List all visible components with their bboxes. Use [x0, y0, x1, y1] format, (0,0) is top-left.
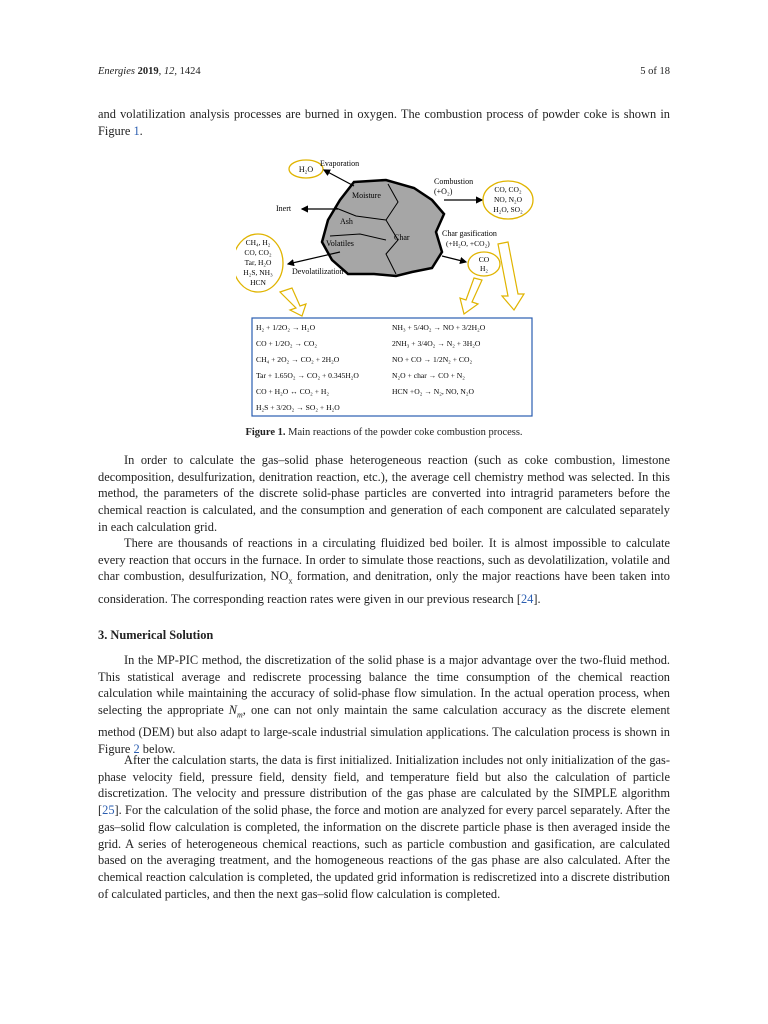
- volatiles-label: Volatiles: [326, 239, 354, 248]
- char-label: Char: [394, 233, 410, 242]
- journal-citation: Energies 2019, 12, 1424: [98, 66, 201, 77]
- svg-text:Tar, H₂O: Tar, H₂O: [244, 258, 272, 267]
- paragraph-2: There are thousands of reactions in a circulating fluidized bed boiler. It is almost impossible to calculate every reaction that occurs in the furnace. In order to simulate those reactions, such as devolatilization, volatile and char combustion, desulfurization, $NO_x$ formation, and denitration, only the major reactions have been taken into consideration. The corresponding reaction rates were given in our previous research [24].: [98, 536, 671, 606]
- reaction-equation: CO + 1/2O₂ → CO₂: [256, 339, 318, 348]
- intro-paragraph: and volatilization analysis processes are burned in oxygen. The combustion process of powder coke is shown in Figure 1.: [98, 107, 670, 138]
- svg-text:NO, N₂O: NO, N₂O: [493, 195, 523, 204]
- svg-text:H₂S, NH₃: H₂S, NH₃: [243, 268, 273, 277]
- reaction-equation: CH₄ + 2O₂ → CO₂ + 2H₂O: [256, 355, 340, 364]
- ref-24-link[interactable]: 24: [520, 591, 534, 606]
- inert-label: Inert: [276, 204, 292, 213]
- combustion-o2-label: (+O₂): [434, 187, 453, 196]
- reaction-equation: N₂O + char → CO + N₂: [392, 371, 465, 380]
- reaction-equation: 2NH₃ + 3/4O₂ → N₂ + 3H₂O: [392, 339, 481, 348]
- figure-1-caption: Figure 1. Main reactions of the powder coke combustion process.: [245, 427, 523, 438]
- hollow-arrow: [498, 242, 524, 310]
- coke-particle-shape: [322, 180, 444, 276]
- reactions-box: [252, 318, 532, 416]
- section-heading: 3. Numerical Solution: [98, 628, 214, 642]
- figure-1-link[interactable]: 1: [133, 123, 140, 138]
- hollow-arrow: [280, 288, 306, 316]
- svg-text:H₂: H₂: [479, 264, 489, 273]
- svg-text:CO: CO: [478, 255, 490, 264]
- reaction-equation: CO + H₂O ↔ CO₂ + H₂: [256, 387, 330, 396]
- paragraph-4: After the calculation starts, the data is first initialized. Initialization includes not only initialization of the gas-phase velocity field, pressure field, density field, and temperature field but also the calculation of particle discretization. The velocity and pressure distribution of the gas phase are calculated by the SIMPLE algorithm [25]. For the calculation of the solid phase, the force and motion are analyzed for every parcel separately. After the gas–solid flow calculation is completed, the information on the discrete particle phase is then averaged inside the grid. A series of heterogeneous chemical reactions, such as particle combustion and gasification, are calculated based on the averaging treatment, and the homogeneous reactions of the gas phase are also calculated. After the chemical reaction calculation is completed, the updated grid information is rediscretized into a discrete distribution of calculated particles, and then the next gas–solid flow calculation is completed.: [98, 753, 670, 901]
- reaction-equation: HCN +O₂ → N₂, NO, N₂O: [392, 387, 475, 396]
- svg-text:CH₄, H₂: CH₄, H₂: [245, 238, 271, 247]
- reaction-equation: NO + CO → 1/2N₂ + CO₂: [392, 355, 473, 364]
- h2o-label: H₂O: [298, 165, 314, 174]
- ash-label: Ash: [340, 217, 353, 226]
- reaction-equation: Tar + 1.65O₂ → CO₂ + 0.345H₂O: [256, 371, 359, 380]
- reaction-equation: H₂S + 3/2O₂ → SO₂ + H₂O: [256, 403, 340, 412]
- combustion-label: Combustion: [434, 177, 474, 186]
- reaction-equation: H₂ + 1/2O₂ → H₂O: [256, 323, 316, 332]
- reaction-equation: NH₃ + 5/4O₂ → NO + 3/2H₂O: [392, 323, 486, 332]
- devolatilization-label: Devolatilization: [292, 267, 344, 276]
- ref-25-link[interactable]: 25: [102, 803, 115, 818]
- moisture-label: Moisture: [352, 191, 381, 200]
- gasification-agents-label: (+H₂O, +CO₂): [446, 239, 490, 248]
- paragraph-3: In the MP-PIC method, the discretization of the solid phase is a major advantage over the two-fluid method. This statistical average and rediscrete processing balance the time consumption of the chemical reaction calculation while maintaining the accuracy of solid-phase flow simulation. In the actual operation process, when selecting the appropriate $N_m$, one can not only maintain the same calculation accuracy as the discrete element method (DEM) but also adapt to large-scale industrial simulation applications. The calculation process is shown in Figure 2 below.: [98, 653, 670, 756]
- hollow-arrow: [460, 278, 482, 314]
- figure-1-diagram: [236, 156, 536, 418]
- evaporation-label: Evaporation: [320, 159, 360, 168]
- svg-text:H₂O, SO₂: H₂O, SO₂: [493, 205, 523, 214]
- paragraph-1: In order to calculate the gas–solid phase heterogeneous reaction (such as coke combustion, limestone decomposition, desulfurization, denitration reaction, etc.), the average cell chemistry method was selected. In this method, the parameters of the discrete solid-phase particles are converted into intragrid parameters before the chemical reaction is calculated, and the consumption and generation of each component are calculated separately in each calculation grid.: [98, 453, 670, 534]
- svg-text:CO, CO₂: CO, CO₂: [244, 248, 272, 257]
- figure-2-link[interactable]: 2: [133, 741, 140, 756]
- svg-text:HCN: HCN: [250, 278, 266, 287]
- svg-text:CO, CO₂: CO, CO₂: [494, 185, 522, 194]
- char-gasification-label: Char gasification: [442, 229, 497, 238]
- page-number: 5 of 18: [640, 66, 670, 77]
